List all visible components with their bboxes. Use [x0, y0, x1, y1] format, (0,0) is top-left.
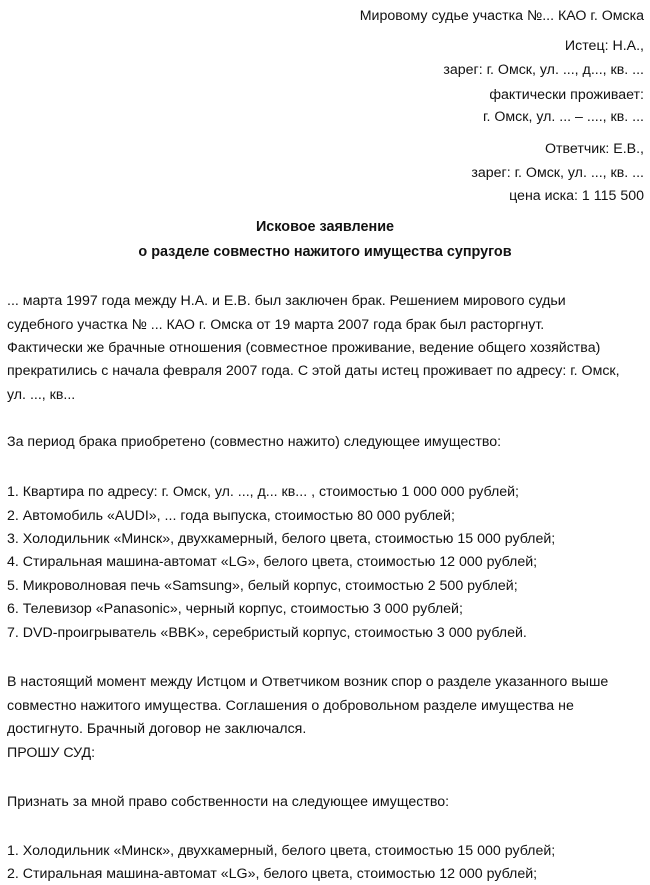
property-heading: За период брака приобретено (совместно нажито) следующее имущество: [7, 434, 502, 450]
property-item: 7. DVD-проигрыватель «BBK», серебристый корпус, стоимостью 3 000 рублей. [7, 625, 527, 641]
claimed-item: 1. Холодильник «Минск», двухкамерный, белого цвета, стоимостью 15 000 рублей; [7, 843, 556, 859]
dispute-line: совместно нажитого имущества. Соглашения о добровольном разделе имущества не [7, 698, 574, 714]
defendant-registration: зарег: г. Омск, ул. ..., кв. ... [471, 165, 644, 181]
property-item: 1. Квартира по адресу: г. Омск, ул. ..., д... кв... , стоимостью 1 000 000 рублей; [7, 484, 519, 500]
document-subtitle: о разделе совместно нажитого имущества супругов [138, 244, 512, 260]
intro-line: судебного участка № ... КАО г. Омска от 19 марта 2007 года брак был расторгнут. [7, 317, 545, 333]
plaintiff-registration: зарег: г. Омск, ул. ..., д..., кв. ... [443, 62, 644, 78]
claimed-item: 2. Стиральная машина-автомат «LG», белого цвета, стоимостью 12 000 рублей; [7, 866, 538, 882]
intro-line: ... марта 1997 года между Н.А. и Е.В. был заключен брак. Решением мирового судьи [7, 293, 566, 309]
plaintiff-actual-address: г. Омск, ул. ... – ...., кв. ... [483, 109, 644, 125]
plaintiff-actual-label: фактически проживает: [489, 87, 644, 103]
recognize-heading: Признать за мной право собственности на следующее имущество: [7, 794, 450, 810]
intro-line: прекратились с начала февраля 2007 года. С этой даты истец проживает по адресу: г. Омск, [7, 363, 620, 379]
addressee: Мировому судье участка №... КАО г. Омска [359, 8, 644, 24]
dispute-line: В настоящий момент между Истцом и Ответчиком возник спор о разделе указанного выше [7, 674, 609, 690]
property-item: 6. Телевизор «Panasonic», черный корпус, стоимостью 3 000 рублей; [7, 601, 463, 617]
property-item: 2. Автомобиль «AUDI», ... года выпуска, стоимостью 80 000 рублей; [7, 508, 455, 524]
defendant: Ответчик: Е.В., [545, 141, 644, 157]
plaintiff: Истец: Н.А., [564, 38, 644, 54]
dispute-line: достигнуто. Брачный договор не заключался. [7, 721, 307, 737]
document-title: Исковое заявление [255, 219, 395, 235]
claim-price: цена иска: 1 115 500 [509, 188, 644, 204]
property-item: 3. Холодильник «Минск», двухкамерный, белого цвета, стоимостью 15 000 рублей; [7, 531, 556, 547]
intro-line: ул. ..., кв... [7, 387, 76, 403]
request-heading: ПРОШУ СУД: [7, 745, 96, 761]
property-item: 4. Стиральная машина-автомат «LG», белого цвета, стоимостью 12 000 рублей; [7, 554, 538, 570]
intro-line: Фактически же брачные отношения (совместное проживание, ведение общего хозяйства) [7, 340, 601, 356]
property-item: 5. Микроволновая печь «Samsung», белый корпус, стоимостью 2 500 рублей; [7, 578, 518, 594]
